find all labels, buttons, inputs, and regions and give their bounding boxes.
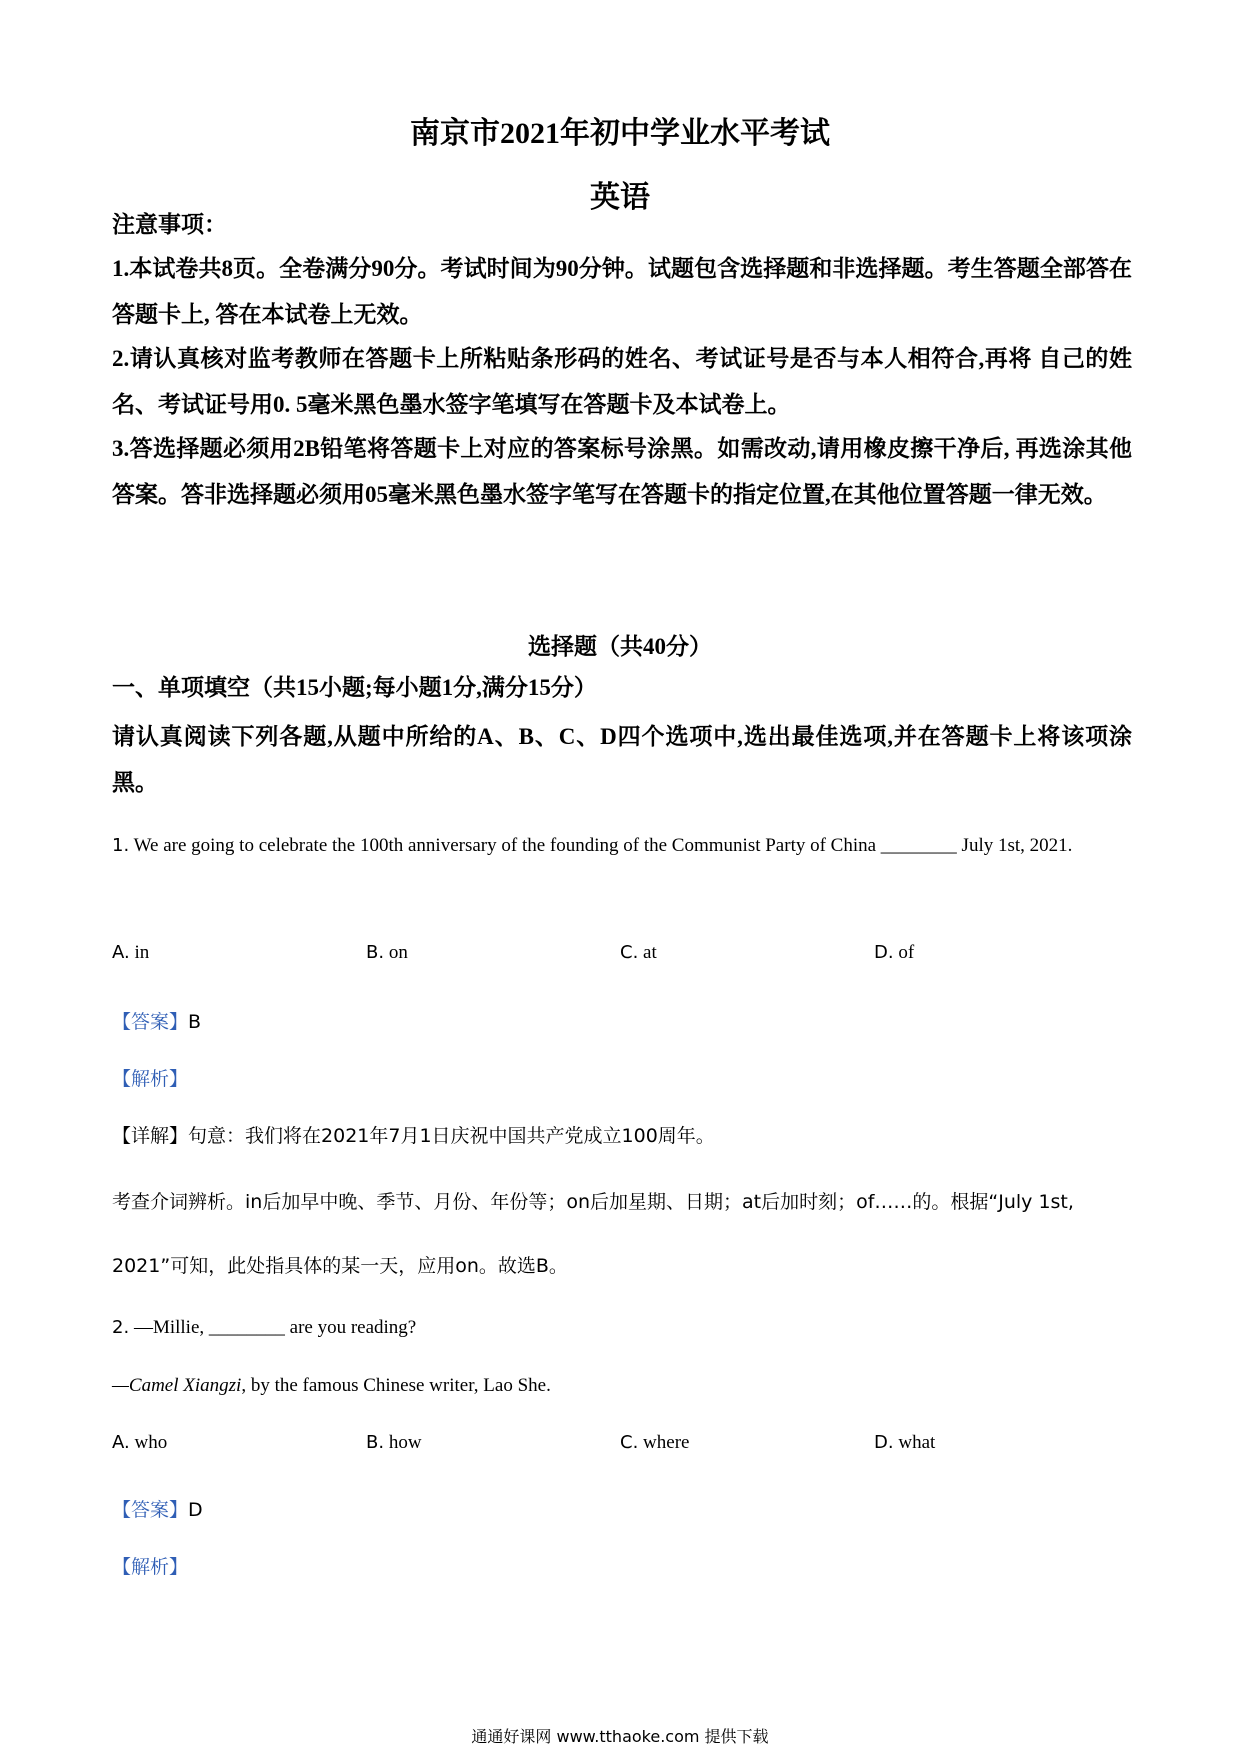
explanation-1: 考查介词辨析。in后加早中晚、季节、月份、年份等；on后加星期、日期；at后加时刻；of……的。根据“July 1st, 2021”可知，此处指具体的某一天，应用on。故选B。 [112, 1191, 1074, 1277]
reply-rest: , by the famous Chinese writer, Lao She. [241, 1375, 551, 1396]
answer-label: 【答案】 [112, 1011, 189, 1033]
question-text: We are going to celebrate the 100th anniversary of the founding of the Communist Party of China ________ July 1st, 2021. [133, 835, 1073, 856]
question-1 [112, 818, 1132, 874]
book-title: —Camel Xiangzi [112, 1375, 242, 1396]
answer-label: 【答案】 [112, 1499, 189, 1521]
footer-source: 通通好课网 www.tthaoke.com 提供下载 [471, 1727, 769, 1746]
detail-text: 句意：我们将在2021年7月1日庆祝中国共产党成立100周年。 [188, 1125, 715, 1147]
question-number: 1. [112, 835, 130, 856]
part1-heading: 一、单项填空（共15小题;每小题1分,满分15分） [112, 675, 597, 700]
detail-label: 【详解】 [112, 1125, 189, 1147]
notice-item-3: 3.答选择题必须用2B铅笔将答题卡上对应的答案标号涂黑。如需改动,请用橡皮擦干净后, 再选涂其他答案。答非选择题必须用05毫米黑色墨水签字笔写在答题卡的指定位置,在其他位置答题一律无效。 [112, 436, 1132, 507]
option-d: D. of [874, 942, 915, 963]
answer-value: B [188, 1011, 202, 1033]
question-number: 2. [112, 1317, 130, 1338]
option-c: C. at [620, 942, 657, 963]
exam-title: 南京市2021年初中学业水平考试 [410, 117, 830, 150]
subject-title: 英语 [590, 181, 650, 214]
option-a: A. who [112, 1432, 168, 1453]
answer-1 [112, 1007, 201, 1034]
option-b: B. on [366, 942, 408, 963]
option-c: C. where [620, 1432, 690, 1453]
analysis-label-2: 【解析】 [112, 1556, 189, 1578]
option-b: B. how [366, 1432, 422, 1453]
option-d: D. what [874, 1432, 936, 1453]
section-heading: 选择题（共40分） [528, 634, 712, 659]
answer-value: D [188, 1499, 203, 1521]
part1-instruction: 请认真阅读下列各题,从题中所给的A、B、C、D四个选项中,选出最佳选项,并在答题卡上将该项涂黑。 [112, 724, 1132, 795]
question-line-1: —Millie, ________ are you reading? [133, 1317, 417, 1338]
question-2 [112, 1317, 416, 1339]
answer-2 [112, 1495, 203, 1522]
option-a: A. in [112, 942, 150, 963]
notice-item-2: 2.请认真核对监考教师在答题卡上所粘贴条形码的姓名、考试证号是否与本人相符合,再将 自己的姓名、考试证号用0. 5毫米黑色墨水签字笔填写在答题卡及本试卷上。 [112, 346, 1132, 417]
question-2-reply [112, 1375, 551, 1397]
notice-heading: 注意事项： [112, 212, 227, 237]
detail-1 [112, 1121, 715, 1148]
analysis-label-1: 【解析】 [112, 1068, 189, 1090]
notice-item-1: 1.本试卷共8页。全卷满分90分。考试时间为90分钟。试题包含选择题和非选择题。考生答题全部答在答题卡上, 答在本试卷上无效。 [112, 256, 1132, 327]
